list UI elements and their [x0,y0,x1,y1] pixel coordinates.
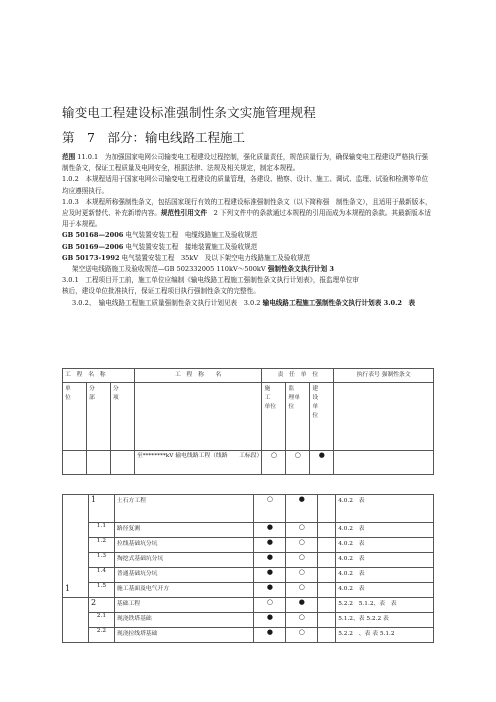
col-supervise: 监 理单 位 [286,383,310,451]
project-row-name: 至********kV 输电线路工程（线路 工标段） [134,451,262,475]
paragraph-scope [62,152,434,174]
section-heading: 第 7 部分：输电线路工程施工 [62,130,245,145]
row-no: 1.5 [88,583,114,598]
row-sym-construct: ● [254,523,286,538]
row-name: 现浇铁塔基础 [114,613,254,628]
row-no: 2 [88,598,114,613]
row-blank [318,538,336,553]
body-text [62,152,434,309]
header-project: 工 程 名 称 [63,369,135,383]
reference-3-title: 电气装置安装工程 35kV 及以下架空电力线路施工及验收规范 [121,253,311,262]
row-name: 施工基面及电气开方 [114,583,254,598]
references-intro: 2 下列文件中的条款通过本规程的引用而成为本规程的条款。其最新版本适用于本规程。 [62,209,431,229]
paragraph-302-text: 3.0.2、 输电线路工程施工质量强制性条文执行计划见表 3.0.2 [72,298,261,307]
row-ref: 4.0.2 表 [336,568,434,583]
unit-no: 1 [63,495,89,598]
paragraph-definition [62,197,434,231]
col-exec-blank [334,383,434,451]
table-row [63,553,434,568]
blank-2 [86,451,110,475]
row-ref: 4.0.2 表 [336,523,434,538]
reference-4-text: 架空送电线路施工及验收规范—GB 502332005 110kV～500kV [72,265,266,274]
document-title: 输变电工程建设标准强制性条文实施管理规程 [62,105,317,120]
reference-4 [62,264,434,275]
row-no: 1.2 [88,538,114,553]
row-ref: 4.0.2 表 [336,583,434,598]
header-name: 工 程 称 名 [134,369,262,383]
blank-4 [334,451,434,475]
row-blank [318,598,336,613]
row-blank [318,495,336,523]
row-name: 普通基础坑分坑 [114,568,254,583]
row-blank [318,628,336,643]
table-row [63,598,434,613]
row-sym-construct: ● [254,568,286,583]
row-sym-construct: ○ [254,495,286,523]
table-row [63,538,434,553]
table-caption: 输电线路工程施工强制性条文执行计划表 3.0.2 表 [262,298,416,307]
row-sym-supervise: ○ [286,538,318,553]
blank-3 [110,451,134,475]
row-blank [318,568,336,583]
row-no: 1.3 [88,553,114,568]
table-row [63,628,434,643]
paragraph-302 [62,298,434,309]
reference-2 [62,242,434,253]
row-ref: 4.0.2 表 [336,553,434,568]
row-sym-supervise: ● [286,598,318,613]
paragraph-301-cont: 核后，建设单位批准执行，保证工程项目执行强制性条文的完整性。 [62,287,260,296]
row-sym-construct: ● [254,628,286,643]
row-no: 1.4 [88,568,114,583]
reference-1-title: 电气装置安装工程 电缆线路施工及验收规范 [125,231,258,240]
reference-2-title: 电气装置安装工程 接地装置施工及验收规范 [125,242,258,251]
table-row [63,568,434,583]
header-exec: 执行表号 强制性条文 [334,369,434,383]
row-sym-supervise: ● [286,495,318,523]
plan-table-body [62,494,434,643]
definition-text: 1.0.3 本规程所称强制性条文，包括国家现行有效的工程建设标准强制性条文（以下简称强 制性条文），且适用于最新版本，应及时更新替代、补充新增内容。 [62,197,432,218]
header-responsible: 责 任 单 位 [262,369,334,383]
row-name: 掏挖式基础坑分坑 [114,553,254,568]
row-no: 1.1 [88,523,114,538]
row-sym-supervise: ○ [286,553,318,568]
row-sym-construct: ○ [254,598,286,613]
row-blank [318,613,336,628]
col-construct: 施 工 单位 [262,383,286,451]
row-ref: 5.2.2 5.1.2、表 表 [336,598,434,613]
row-name: 土石方工程 [114,495,254,523]
blank-1 [63,451,87,475]
row-sym-supervise: ○ [286,523,318,538]
project-sym-supervise: ○ [286,451,310,475]
row-no: 2.2 [88,628,114,643]
col-division: 分 部 [86,383,110,451]
row-ref: 5.1.2、表 5.2.2 表 [336,613,434,628]
table-row [63,613,434,628]
reference-3-code: GB 50173-1992 [62,253,120,262]
row-blank [318,583,336,598]
row-sym-supervise: ○ [286,613,318,628]
row-sym-supervise: ○ [286,583,318,598]
table-row [63,523,434,538]
row-ref: 4.0.2 表 [336,538,434,553]
unit-blank [63,598,89,643]
reference-1-code: GB 50168—2006 [62,231,124,240]
row-name: 现浇拉线塔基础 [114,628,254,643]
scope-text: 11.0.1 为加强国家电网公司输变电工程建设过程控制，强化质量责任，规范质量行为，确保输变电工程建设严格执行强制性条文，保证工程质量及电网安全，根据法律、法规及相关规定，制定本规程。 [62,153,428,173]
paragraph-applicability: 1.0.2 本规程适用于国家电网公司输变电工程建设的质量管理，各建设、勘察、设计、施工、调试、监理、试验和检测等单位均应遵照执行。 [62,175,429,195]
table-row [63,495,434,523]
row-sym-construct: ● [254,538,286,553]
row-sym-construct: ● [254,613,286,628]
row-blank [318,553,336,568]
project-sym-build: ● [310,451,334,475]
scope-label: 范围 [62,153,76,161]
project-sym-construct: ○ [262,451,286,475]
col-item: 分 项 [110,383,134,451]
references-heading: 规范性引用文件 [160,209,208,218]
plan-table-header [62,368,434,475]
row-blank [318,523,336,538]
row-no: 2.1 [88,613,114,628]
col-unit: 单 位 [63,383,87,451]
col-blank [134,383,262,451]
row-sym-supervise: ○ [286,568,318,583]
row-name: 基础工程 [114,598,254,613]
row-no: 1 [88,495,114,523]
plan-heading: 强制性条文执行计划 3 [267,265,334,274]
row-ref: 4.0.2 表 [336,495,434,523]
reference-3 [62,253,434,264]
row-sym-construct: ● [254,583,286,598]
row-sym-supervise: ○ [286,628,318,643]
row-ref: 5.2.2 、表 表 5.1.2 [336,628,434,643]
table-row [63,583,434,598]
row-name: 路径复测 [114,523,254,538]
paragraph-301: 3.0.1 工程项目开工前，施工单位应编制《输电线路工程施工强制性条文执行计划表》，报监理单位审 [62,276,360,285]
col-build: 建 设 单 位 [310,383,334,451]
reference-1 [62,230,434,241]
reference-2-code: GB 50169—2006 [62,242,124,251]
row-name: 拉线基础坑分坑 [114,538,254,553]
row-sym-construct: ● [254,553,286,568]
